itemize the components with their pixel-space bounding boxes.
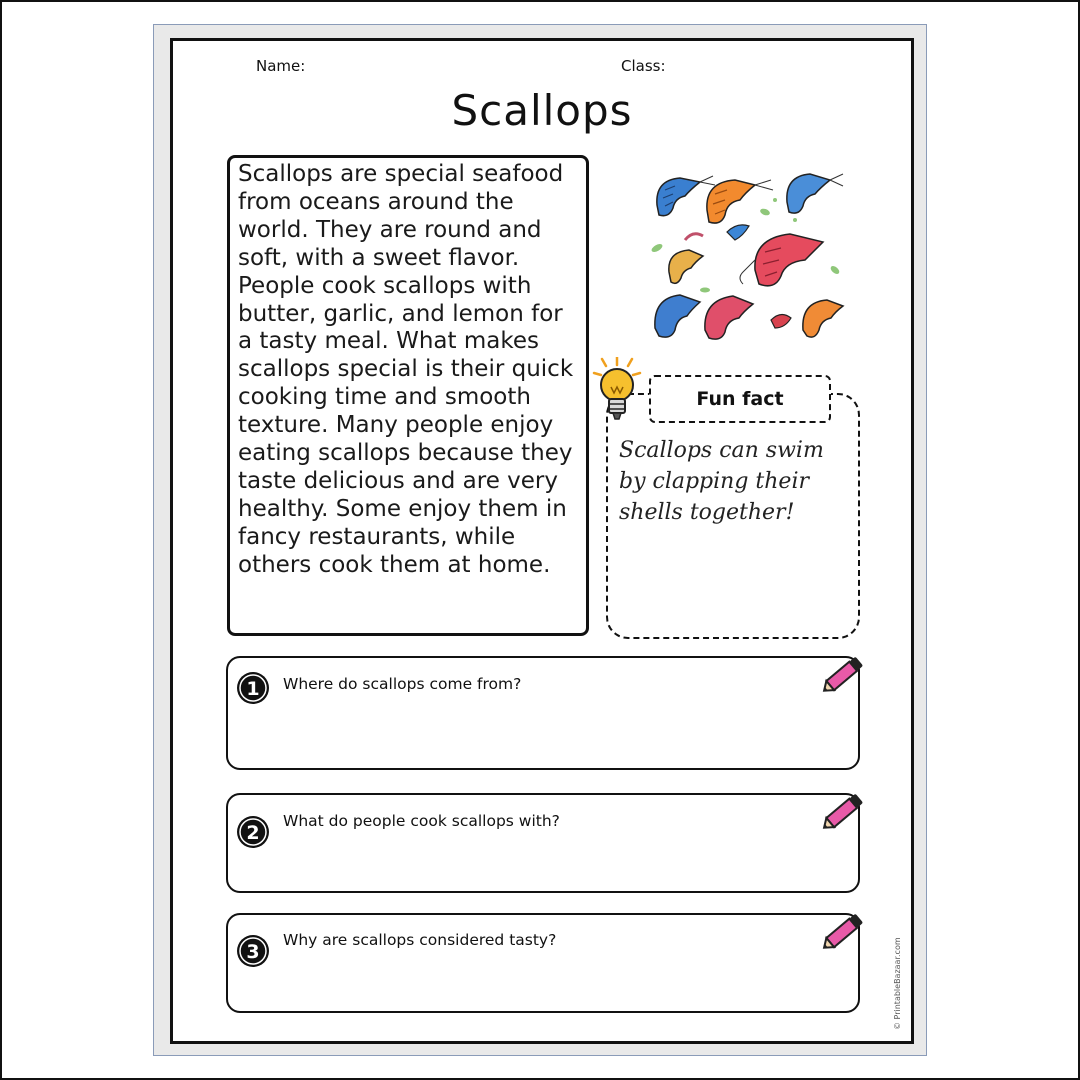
seafood-illustration	[645, 160, 845, 350]
shrimp-red-1	[740, 234, 823, 286]
question-3-answer-box[interactable]	[226, 913, 860, 1013]
shrimp-bottom-row	[655, 295, 843, 339]
pencil-icon	[818, 648, 870, 700]
question-1-answer-box[interactable]	[226, 656, 860, 770]
fun-fact-heading: Fun fact	[649, 375, 831, 423]
question-2-answer-box[interactable]	[226, 793, 860, 893]
question-2-number-badge	[236, 815, 270, 849]
question-2-number: 2	[246, 822, 260, 844]
shrimp-orange-1	[707, 180, 773, 223]
lightbulb-icon	[592, 357, 642, 425]
question-1-text: Where do scallops come from?	[283, 675, 522, 693]
class-label: Class:	[621, 57, 666, 75]
question-3-number-badge	[236, 934, 270, 968]
shrimp-blue-2	[787, 174, 843, 213]
pencil-icon	[818, 905, 870, 957]
page-title: Scallops	[451, 86, 633, 135]
question-3-text: Why are scallops considered tasty?	[283, 931, 557, 949]
fun-fact-text: Scallops can swim by clapping their shells together!	[619, 438, 824, 525]
pencil-icon	[818, 785, 870, 837]
question-2-text: What do people cook scallops with?	[283, 812, 560, 830]
passage-text: Scallops are special seafood from oceans around the world. They are round and soft, with a sweet flavor. People cook scallops with butter, garlic, and lemon for a tasty meal. What makes scallops special is their quick cooking time and smooth texture. Many people enjoy eating scallops because they taste delicious and are very healthy. Some enjoy them in fancy restaurants, while others cook them at home.	[238, 161, 574, 578]
copyright-credit: © PrintableBazaar.com	[893, 937, 902, 1030]
name-label: Name:	[256, 57, 306, 75]
question-3-number: 3	[246, 941, 260, 963]
question-1-number: 1	[246, 678, 260, 700]
shrimp-small-mixed	[669, 225, 749, 283]
question-1-number-badge	[236, 671, 270, 705]
